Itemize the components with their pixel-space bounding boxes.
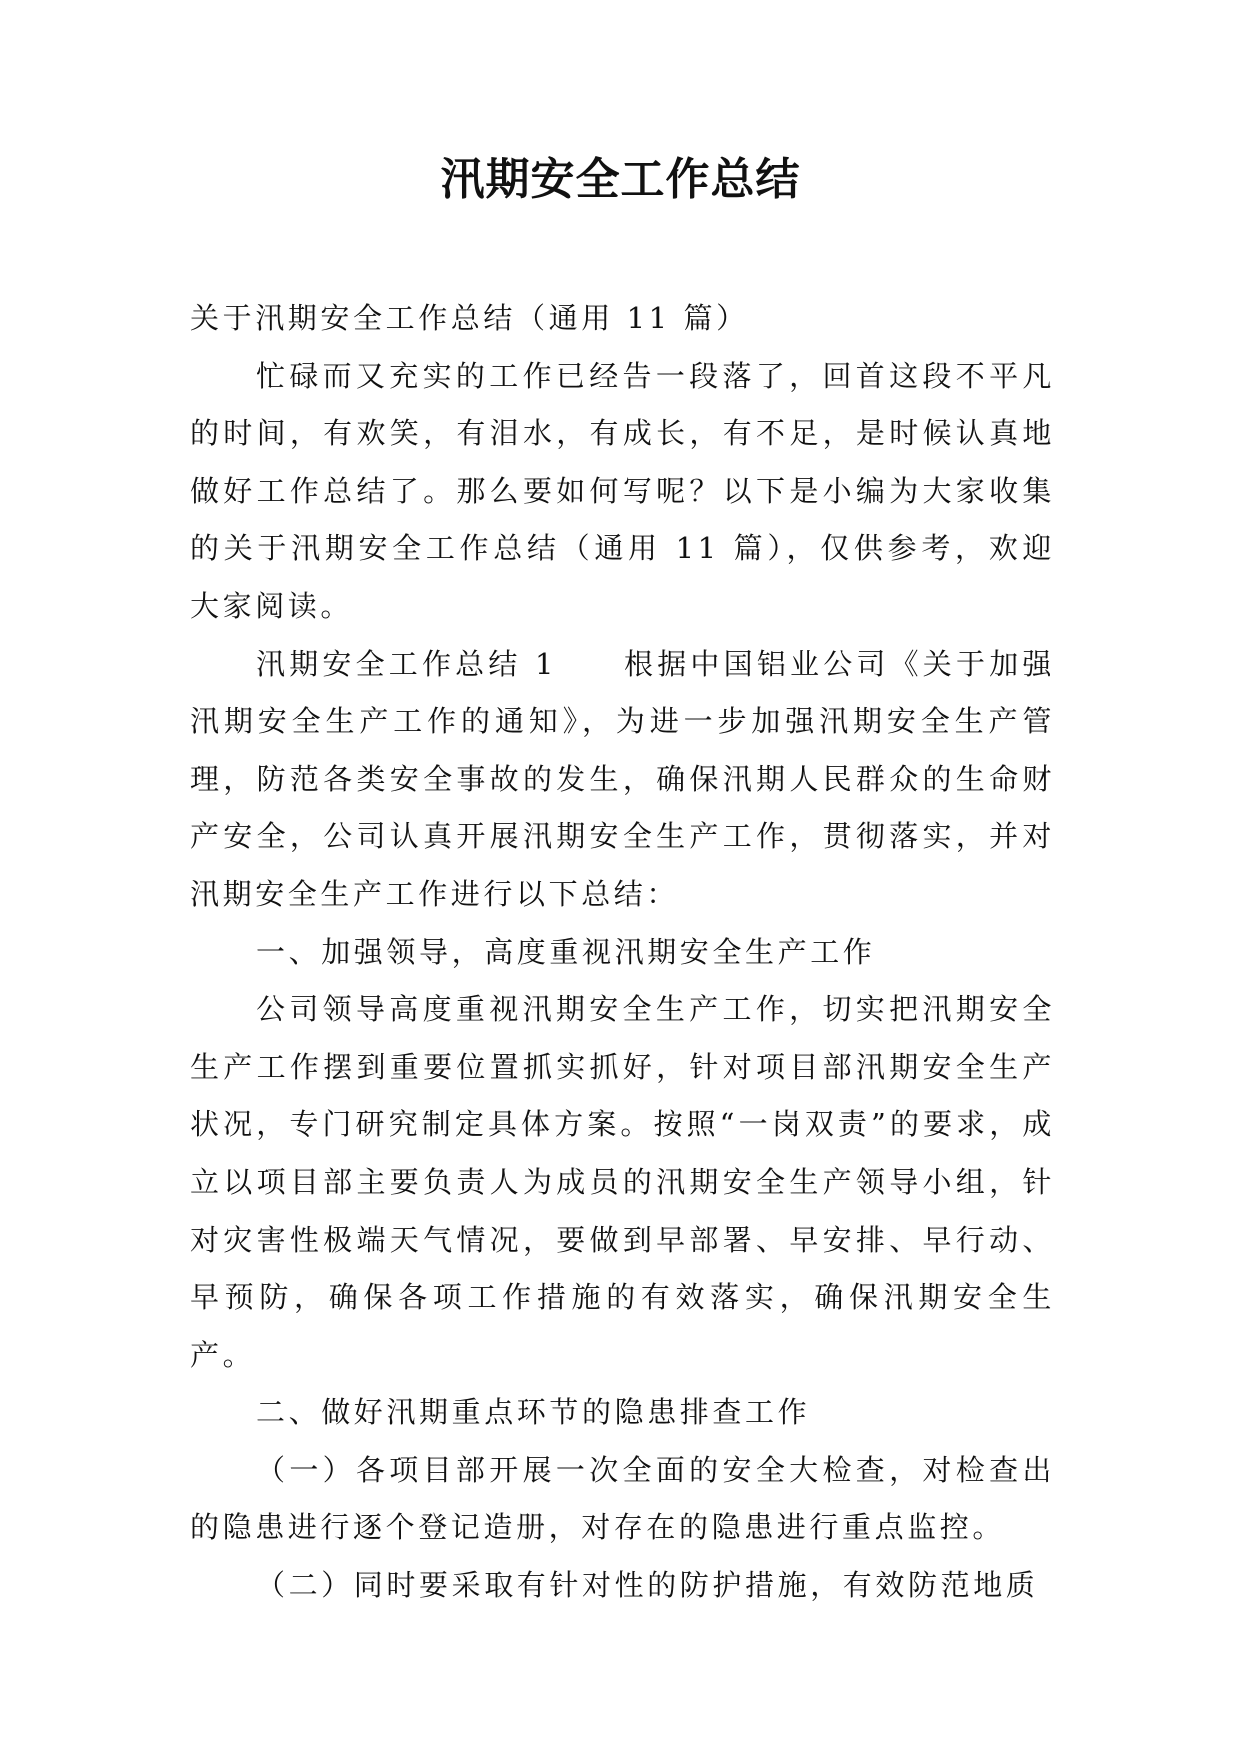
section-2-item-1: （一）各项目部开展一次全面的安全大检查，对检查出的隐患进行逐个登记造册，对存在的隐患进行重点监控。: [190, 1452, 1055, 1545]
section-2-item-2: （二）同时要采取有针对性的防护措施，有效防范地质: [256, 1568, 1039, 1603]
section-heading-2: 二、做好汛期重点环节的隐患排查工作: [256, 1395, 811, 1430]
section-heading-1: 一、加强领导，高度重视汛期安全生产工作: [256, 934, 876, 969]
section-1-paragraph: 公司领导高度重视汛期安全生产工作，切实把汛期安全生产工作摆到重要位置抓实抓好，针对项目部汛期安全生产状况，专门研究制定具体方案。按照“一岗双责”的要求，成立以项目部主要负责人为成员的汛期安全生产领导小组，针对灾害性极端天气情况，要做到早部署、早安排、早行动、早预防，确保各项工作措施的有效落实，确保汛期安全生产。: [190, 992, 1055, 1372]
intro-paragraph: 忙碌而又充实的工作已经告一段落了，回首这段不平凡的时间，有欢笑，有泪水，有成长，有不足，是时候认真地做好工作总结了。那么要如何写呢？以下是小编为大家收集的关于汛期安全工作总结（通用 11 篇），仅供参考，欢迎大家阅读。: [190, 358, 1055, 623]
document-subtitle: 关于汛期安全工作总结（通用 11 篇）: [190, 301, 749, 335]
document-title: 汛期安全工作总结: [440, 154, 801, 205]
summary-1-paragraph: 汛期安全工作总结 1 根据中国铝业公司《关于加强汛期安全生产工作的通知》，为进一步加强汛期安全生产管理，防范各类安全事故的发生，确保汛期人民群众的生命财产安全，公司认真开展汛期安全生产工作，贯彻落实，并对汛期安全生产工作进行以下总结：: [190, 646, 1055, 911]
document-body: [190, 290, 1055, 1615]
